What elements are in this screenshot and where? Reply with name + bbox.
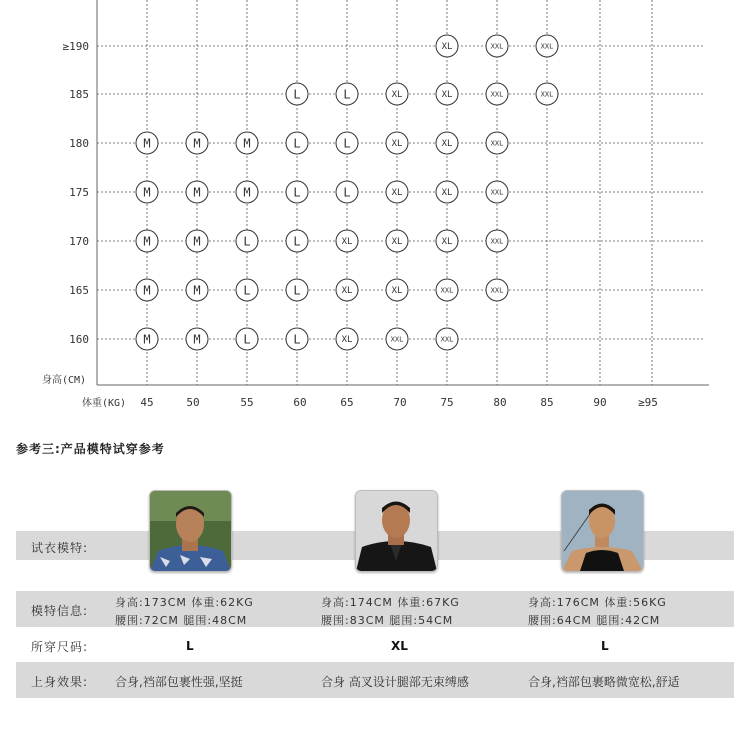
y-axis-label: 身高(CM) xyxy=(42,375,87,386)
size-marker-label: XXL xyxy=(490,188,504,197)
size-marker xyxy=(436,35,458,57)
size-marker xyxy=(386,181,408,203)
size-marker-label: XXL xyxy=(540,42,554,51)
size-marker xyxy=(536,35,558,57)
y-tick-label: 175 xyxy=(69,186,89,199)
size-marker-label: M xyxy=(193,283,201,298)
effect-row-label: 上身效果: xyxy=(31,675,89,689)
y-tick-label: ≥190 xyxy=(62,40,89,53)
size-marker xyxy=(186,328,208,350)
size-marker-label: XXL xyxy=(490,139,504,148)
size-marker-label: M xyxy=(193,136,201,151)
size-marker-label: XL xyxy=(391,237,403,248)
size-marker-label: M xyxy=(193,234,201,249)
model-photo-1 xyxy=(149,490,232,572)
model-2-measures: 腰围:83CM 腿围:54CM xyxy=(321,614,454,627)
model-2-size: XL xyxy=(391,639,408,653)
model-3-size: L xyxy=(601,639,609,653)
size-marker-label: XL xyxy=(441,139,453,150)
size-marker-label: L xyxy=(343,136,351,151)
size-marker-label: L xyxy=(293,185,301,200)
size-marker xyxy=(436,230,458,252)
section-title: 参考三:产品模特试穿参考 xyxy=(16,442,165,456)
size-marker-label: XL xyxy=(341,237,353,248)
size-marker xyxy=(436,181,458,203)
size-marker xyxy=(286,230,308,252)
x-tick-label: 80 xyxy=(493,396,507,409)
size-marker xyxy=(286,83,308,105)
size-marker-label: XXL xyxy=(390,335,404,344)
size-marker xyxy=(436,83,458,105)
size-marker-label: XL xyxy=(441,42,453,53)
size-marker xyxy=(186,279,208,301)
size-marker-label: XL xyxy=(391,286,403,297)
size-marker xyxy=(536,83,558,105)
model-3-effect: 合身,裆部包裹略微宽松,舒适 xyxy=(528,675,680,689)
size-marker xyxy=(486,230,508,252)
size-marker-label: L xyxy=(293,136,301,151)
size-marker xyxy=(486,35,508,57)
size-marker xyxy=(486,181,508,203)
model-photo-3 xyxy=(561,490,644,572)
x-tick-label: 60 xyxy=(293,396,307,409)
size-marker-label: XXL xyxy=(540,90,554,99)
size-marker-label: XL xyxy=(441,90,453,101)
x-tick-label: 85 xyxy=(540,396,554,409)
size-marker-label: XXL xyxy=(490,90,504,99)
size-marker xyxy=(386,83,408,105)
size-marker xyxy=(286,328,308,350)
size-marker xyxy=(386,132,408,154)
x-tick-label: 55 xyxy=(240,396,254,409)
size-marker-label: XXL xyxy=(490,237,504,246)
model-photo-2 xyxy=(355,490,438,572)
size-marker-label: XL xyxy=(441,237,453,248)
size-marker xyxy=(186,132,208,154)
size-marker xyxy=(486,132,508,154)
size-marker xyxy=(236,230,258,252)
size-marker-label: XXL xyxy=(440,286,454,295)
size-marker-label: M xyxy=(193,185,201,200)
size-marker-label: L xyxy=(343,185,351,200)
x-tick-label: ≥95 xyxy=(638,396,658,409)
size-marker-label: M xyxy=(243,136,251,151)
size-marker xyxy=(336,132,358,154)
size-marker-label: XL xyxy=(391,139,403,150)
size-marker xyxy=(236,328,258,350)
size-marker xyxy=(136,132,158,154)
x-tick-label: 75 xyxy=(440,396,454,409)
size-marker-label: M xyxy=(143,332,151,347)
size-marker-label: M xyxy=(243,185,251,200)
size-marker xyxy=(136,279,158,301)
model-1-measures: 腰围:72CM 腿围:48CM xyxy=(115,614,248,627)
size-marker-label: XXL xyxy=(490,42,504,51)
size-marker-label: M xyxy=(193,332,201,347)
x-axis-label: 体重(KG) xyxy=(82,398,127,409)
info-row-label: 模特信息: xyxy=(31,604,89,618)
size-marker xyxy=(186,230,208,252)
size-marker xyxy=(386,328,408,350)
size-marker xyxy=(286,279,308,301)
size-marker xyxy=(236,279,258,301)
size-marker-label: L xyxy=(343,87,351,102)
size-marker xyxy=(436,279,458,301)
size-marker-label: XL xyxy=(391,188,403,199)
size-worn-row xyxy=(16,633,734,659)
size-marker-label: L xyxy=(243,234,251,249)
size-marker xyxy=(136,230,158,252)
size-marker xyxy=(336,83,358,105)
x-tick-label: 50 xyxy=(186,396,200,409)
size-marker xyxy=(286,181,308,203)
size-marker-label: L xyxy=(293,87,301,102)
model-2-stats: 身高:174CM 体重:67KG xyxy=(321,596,460,609)
size-marker xyxy=(386,279,408,301)
model-row-label: 试衣模特: xyxy=(31,541,89,555)
size-marker xyxy=(336,230,358,252)
size-marker-label: XL xyxy=(341,286,353,297)
size-marker-label: M xyxy=(143,136,151,151)
size-marker-label: XL xyxy=(391,90,403,101)
size-marker xyxy=(486,83,508,105)
size-marker xyxy=(236,181,258,203)
x-tick-label: 45 xyxy=(140,396,154,409)
size-marker xyxy=(336,328,358,350)
size-marker xyxy=(486,279,508,301)
size-marker xyxy=(386,230,408,252)
size-marker xyxy=(436,132,458,154)
y-tick-label: 185 xyxy=(69,88,89,101)
size-row-label: 所穿尺码: xyxy=(31,640,89,654)
size-marker-label: M xyxy=(143,234,151,249)
size-marker-label: XXL xyxy=(490,286,504,295)
size-marker-label: XL xyxy=(441,188,453,199)
model-2-effect: 合身 高叉设计腿部无束缚感 xyxy=(321,675,469,689)
size-marker xyxy=(186,181,208,203)
model-1-effect: 合身,裆部包裹性强,坚挺 xyxy=(115,675,243,689)
y-tick-label: 160 xyxy=(69,333,89,346)
size-marker-label: L xyxy=(293,283,301,298)
size-marker-label: L xyxy=(243,283,251,298)
size-marker xyxy=(136,328,158,350)
size-marker xyxy=(336,279,358,301)
size-marker-label: L xyxy=(243,332,251,347)
model-3-stats: 身高:176CM 体重:56KG xyxy=(528,596,667,609)
size-marker-label: M xyxy=(143,283,151,298)
y-tick-label: 180 xyxy=(69,137,89,150)
size-marker xyxy=(436,328,458,350)
size-marker-label: L xyxy=(293,332,301,347)
size-marker xyxy=(236,132,258,154)
size-marker-label: M xyxy=(143,185,151,200)
size-marker xyxy=(336,181,358,203)
y-tick-label: 170 xyxy=(69,235,89,248)
x-tick-label: 65 xyxy=(340,396,354,409)
size-marker-label: XXL xyxy=(440,335,454,344)
model-3-measures: 腰围:64CM 腿围:42CM xyxy=(528,614,661,627)
model-1-size: L xyxy=(186,639,194,653)
size-marker xyxy=(136,181,158,203)
x-tick-label: 70 xyxy=(393,396,407,409)
size-marker-label: XL xyxy=(341,335,353,346)
x-tick-label: 90 xyxy=(593,396,607,409)
y-tick-label: 165 xyxy=(69,284,89,297)
size-marker-label: L xyxy=(293,234,301,249)
size-marker xyxy=(286,132,308,154)
model-1-stats: 身高:173CM 体重:62KG xyxy=(115,596,254,609)
